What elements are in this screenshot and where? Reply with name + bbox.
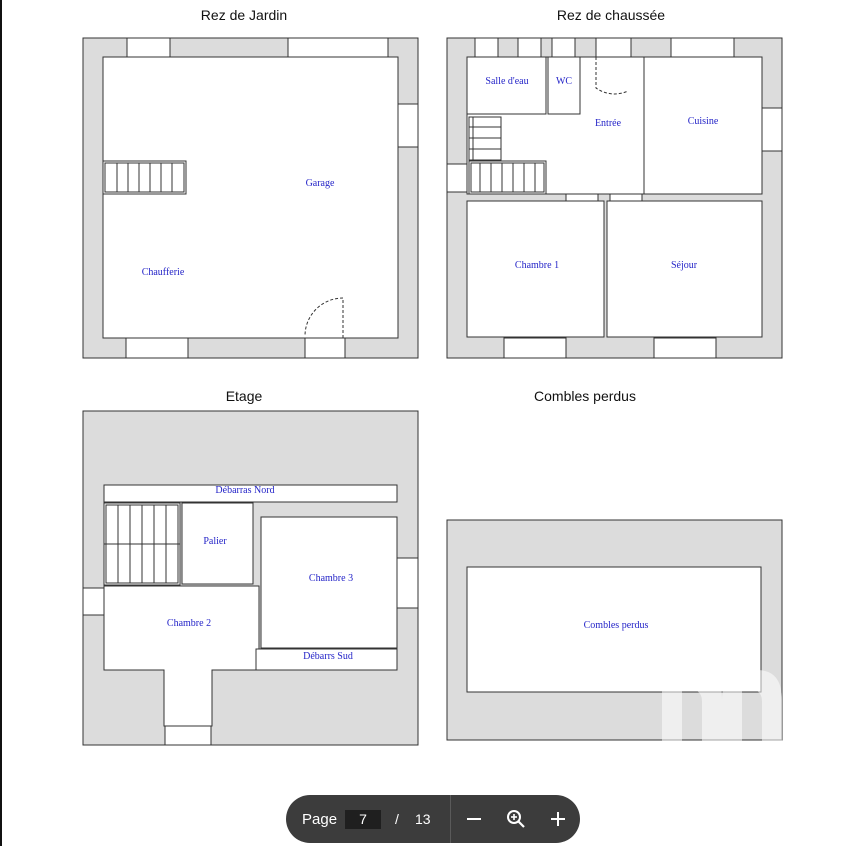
window xyxy=(504,338,566,358)
window xyxy=(762,108,782,151)
room-label-garage: Garage xyxy=(305,178,335,189)
zoom-fit-button[interactable] xyxy=(501,804,531,834)
room-label-cuisine: Cuisine xyxy=(687,116,719,127)
page-number-input[interactable] xyxy=(345,810,381,829)
plan-title-etage: Etage xyxy=(225,388,263,404)
room-label-chambre-3: Chambre 3 xyxy=(308,573,354,584)
plan-title-rez-de-jardin: Rez de Jardin xyxy=(200,7,288,23)
plan-title-rez-de-chaussee: Rez de chaussée xyxy=(556,7,666,23)
window xyxy=(654,338,716,358)
room-label-debarrs-sud: Débarrs Sud xyxy=(303,651,353,662)
door-opening xyxy=(596,38,631,57)
page-label: Page xyxy=(302,810,338,828)
window xyxy=(518,38,541,57)
zoom-in-button[interactable] xyxy=(543,804,573,834)
room-label-debarras-nord: Débarras Nord xyxy=(215,485,275,496)
pdf-page-toolbar xyxy=(286,795,580,843)
plan-rez-de-chaussee xyxy=(447,38,782,358)
plus-icon xyxy=(549,810,567,828)
room-label-chambre-1: Chambre 1 xyxy=(514,260,560,271)
window xyxy=(288,38,388,57)
minus-icon xyxy=(465,810,483,828)
plan-etage xyxy=(83,411,418,745)
window xyxy=(671,38,734,57)
window xyxy=(126,338,188,358)
window xyxy=(83,588,104,615)
window xyxy=(127,38,170,57)
staircase xyxy=(103,161,186,194)
page-separator: / xyxy=(395,811,399,827)
zoom-out-button[interactable] xyxy=(459,804,489,834)
window xyxy=(552,38,575,57)
room-label-salle-deau: Salle d'eau xyxy=(485,76,529,87)
room-label-combles-perdus: Combles perdus xyxy=(583,620,649,631)
window xyxy=(447,164,467,192)
room-label-wc: WC xyxy=(555,76,573,87)
room-label-entree: Entrée xyxy=(594,118,622,129)
window xyxy=(475,38,498,57)
room-label-chaufferie: Chaufferie xyxy=(141,267,185,278)
magnifier-icon xyxy=(506,809,526,829)
room-label-sejour: Séjour xyxy=(670,260,698,271)
total-pages: 13 xyxy=(414,811,431,827)
room-label-chambre-2: Chambre 2 xyxy=(166,618,212,629)
plan-title-combles: Combles perdus xyxy=(534,388,636,404)
toolbar-divider xyxy=(450,795,451,843)
room-label-palier: Palier xyxy=(203,536,227,547)
door-opening xyxy=(610,194,642,201)
plan-rez-de-jardin xyxy=(83,38,418,358)
window xyxy=(397,558,418,608)
room-garage xyxy=(103,57,398,338)
door-opening xyxy=(305,338,345,358)
window xyxy=(398,104,418,147)
watermark-logo-icon xyxy=(662,660,782,750)
window xyxy=(165,726,211,745)
door-opening xyxy=(566,194,598,201)
